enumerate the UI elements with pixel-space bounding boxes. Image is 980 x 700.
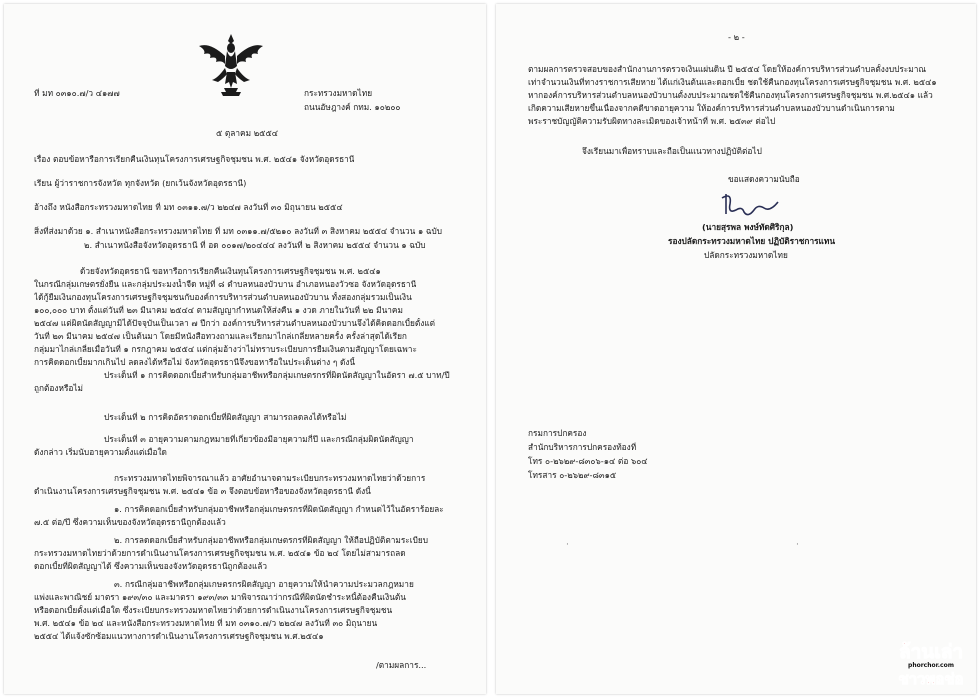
body-line: ดอกเบี้ยที่ผิดสัญญาได้ ซึ่งความเห็นของจังหวัดอุดรธานีถูกต้องแล้ว [34,561,268,571]
ministry-address: ถนนอัษฎางค์ กทม. ๑๐๒๐๐ [304,102,401,112]
phone-number: โทร ๐-๒๖๒๙-๘๓๐๖-๑๔ ต่อ ๖๐๔ [528,456,648,466]
watermark-top-text: ล้านเล่า [898,641,964,663]
body-line: ตามผลการตรวจสอบของสำนักงานการตรวจเงินแผ่นดิน ปี ๒๕๕๔ โดยให้องค์การบริหารส่วนตำบลตั้งงบประมาณ [528,64,927,74]
enclosure-line-1: สิ่งที่ส่งมาด้วย ๑. สำเนาหนังสือกระทรวงมหาดไทย ที่ มท ๐๓๑๑.๗/๕๒๑๐ ลงวันที่ ๓ สิงหาคม ๒๕๕๔ จำนวน ๑ ฉบับ [34,226,443,236]
garuda-emblem-icon [196,32,266,98]
watermark-bottom-text: ชาวพอช่อ [898,670,964,688]
body-line: ๑๐๐,๐๐๐ บาท ตั้งแต่วันที่ ๒๓ มีนาคม ๒๕๔๔ ตามสัญญากำหนดให้ส่งคืน ๑ งวด ภายในวันที่ ๒๒ มีนาคม [34,305,403,315]
ministry-name: กระทรวงมหาดไทย [304,88,373,98]
watermark-site-text: phorchor.com [908,662,954,669]
scan-mark: · [796,540,801,550]
body-line: ๓. กรณีกลุ่มอาชีพหรือกลุ่มเกษตรกรผิดสัญญา อายุความให้นำความประมวลกฎหมาย [114,579,414,589]
fax-number: โทรสาร ๐-๒๖๒๙-๘๓๑๕ [528,470,617,480]
body-line: เกิดความเสียหายขึ้นเนื่องจากคดีขาดอายุความ ให้องค์การบริหารส่วนตำบลหนองบัวบานดำเนินการตาม [528,103,895,113]
closing-regards: ขอแสดงความนับถือ [728,174,800,184]
page-number: - ๒ - [728,32,745,42]
body-line: ได้กู้ยืมเงินกองทุนโครงการเศรษฐกิจชุมชนกับองค์การบริหารส่วนตำบลหนองบัวบาน ทั้งสองกลุ่มรวมเป็นเงิน [34,292,412,302]
body-line: ดังกล่าว เริ่มนับอายุความตั้งแต่เมื่อใด [34,447,167,457]
body-line: ๗.๕ ต่อ/ปี ซึ่งความเห็นของจังหวัดอุดรธานีถูกต้องแล้ว [34,517,226,527]
body-line: ประเด็นที่ ๑ การคิดดอกเบี้ยสำหรับกลุ่มอาชีพหรือกลุ่มเกษตรกรที่ผิดนัดสัญญาในอัตรา ๗.๕ บาท/ปี [104,370,450,380]
office-name: สำนักบริหารการปกครองท้องที่ [528,442,637,452]
body-line: วันที่ ๒๓ มีนาคม ๒๕๔๗ เป็นต้นมา โดยมีหนังสือทวงถามและเรียกมาไกล่เกลี่ยหลายครั้ง ครั้งล่าสุดได้เรียก [34,331,407,341]
signature-mark [718,188,788,222]
body-line: ๒๕๔๗ แต่ผิดนัดสัญญามิได้ปัจจุบันเป็นเวลา ๗ ปีกว่า องค์การบริหารส่วนตำบลหนองบัวบานจึงได้คิดดอกเบี้ยตั้งแต่ [34,318,436,328]
recipient-line: เรียน ผู้ว่าราชการจังหวัด ทุกจังหวัด (ยกเว้นจังหวัดอุดรธานี) [34,178,247,188]
signer-position: รองปลัดกระทรวงมหาดไทย ปฏิบัติราชการแทน [668,236,836,246]
body-line: ประเด็นที่ ๓ อายุความตามกฎหมายที่เกี่ยวข้องมีอายุความกี่ปี และกรณีกลุ่มผิดนัดสัญญา [104,434,414,444]
watermark-logo [888,642,974,694]
scan-mark: · [566,540,571,550]
body-line: ในกรณีกลุ่มเกษตรยั่งยืน และกลุ่มประมงน้ำจืด หมู่ที่ ๘ ตำบลหนองบัวบาน อำเภอหนองวัวซอ จังหวัดอุดรธานี [34,279,417,289]
body-line: พ.ศ. ๒๕๔๑ ข้อ ๒๔ และหนังสือกระทรวงมหาดไทย ที่ มท ๐๓๑๐.๗/ว ๒๒๔๗ ลงวันที่ ๓๐ มิถุนายน [34,618,378,628]
body-line: ด้วยจังหวัดอุดรธานี ขอหารือการเรียกคืนเงินทุนโครงการเศรษฐกิจชุมชน พ.ศ. ๒๕๔๑ [80,266,381,276]
body-line: ๒๕๕๔ ได้แจ้งซักซ้อมแนวทางการดำเนินงานโครงการเศรษฐกิจชุมชน พ.ศ.๒๕๔๑ [34,631,324,641]
body-line: กลุ่มมาไกล่เกลี่ยเมื่อวันที่ ๑ กรกฎาคม ๒๕๕๔ แต่กลุ่มอ้างว่าไม่ทราบระเบียบการยืมเงินตามสัญญาโดยเฉพาะ [34,344,417,354]
body-line: การคิดดอกเบี้ยมากเกินไป ลดลงได้หรือไม่ จังหวัดอุดรธานีจึงขอหารือในประเด็นต่าง ๆ ดังนี้ [34,357,356,367]
body-line: ประเด็นที่ ๒ การคิดอัตราดอกเบี้ยที่ผิดสัญญา สามารถลดลงได้หรือไม่ [104,412,347,422]
body-line: หากองค์การบริหารส่วนตำบลหนองบัวบานตั้งงบประมาณชดใช้คืนกองทุนโครงการเศรษฐกิจชุมชน พ.ศ.๒๕๔๑ แล้ว [528,90,933,100]
reference-line: อ้างถึง หนังสือกระทรวงมหาดไทย ที่ มท ๐๓๑๑.๗/ว ๒๒๔๗ ลงวันที่ ๓๐ มิถุนายน ๒๕๕๔ [34,202,343,212]
closing-request: จึงเรียนมาเพื่อทราบและถือเป็นแนวทางปฏิบัติต่อไป [582,146,762,156]
signer-name: (นายสุรพล พงษ์ทัดศิริกุล) [702,222,794,232]
body-line: ๒. การลดดอกเบี้ยสำหรับกลุ่มอาชีพหรือกลุ่มเกษตรกรที่ผิดสัญญา ให้ถือปฏิบัติตามระเบียบ [114,535,428,545]
document-date: ๕ ตุลาคม ๒๕๕๔ [216,128,279,138]
department-name: กรมการปกครอง [528,428,587,438]
body-line: แพ่งและพาณิชย์ มาตรา ๑๙๓/๓๐ และมาตรา ๑๙๓/๓๓ มาพิจารณาว่ากรณีที่ผิดนัดชำระหนี้ต้องคืนเงินต้น [34,592,406,602]
body-line: ๑. การคิดดอกเบี้ยสำหรับกลุ่มอาชีพหรือกลุ่มเกษตรกรที่ผิดนัดสัญญา กำหนดไว้ในอัตราร้อยละ [114,504,444,514]
subject-line: เรื่อง ตอบข้อหารือการเรียกคืนเงินทุนโครงการเศรษฐกิจชุมชน พ.ศ. ๒๕๔๑ จังหวัดอุดรธานี [34,154,355,164]
body-line: กระทรวงมหาดไทยว่าด้วยการดำเนินงานโครงการเศรษฐกิจชุมชน พ.ศ. ๒๕๔๑ ข้อ ๒๔ โดยไม่สามารถลด [34,548,406,558]
body-line: ถูกต้องหรือไม่ [34,383,84,393]
document-page-2 [496,4,976,694]
enclosure-line-2: ๒. สำเนาหนังสือจังหวัดอุดรธานี ที่ อด ๐๐๑๗/๒๐๔๔๔ ลงวันที่ ๒ สิงหาคม ๒๕๕๔ จำนวน ๑ ฉบับ [84,240,426,250]
document-number: ที่ มท ๐๓๑๐.๗/ว ๔๑๗๗ [34,88,120,98]
continue-mark: /ตามผลการ... [376,660,427,670]
signer-title: ปลัดกระทรวงมหาดไทย [704,250,788,260]
body-line: พระราชบัญญัติความรับผิดทางละเมิดของเจ้าหน้าที่ พ.ศ. ๒๕๓๙ ต่อไป [528,116,776,126]
body-line: กระทรวงมหาดไทยพิจารณาแล้ว อาศัยอำนาจตามระเบียบกระทรวงมหาดไทยว่าด้วยการ [114,473,426,483]
body-line: หรือดอกเบี้ยตั้งแต่เมื่อใด ซึ่งระเบียบกระทรวงมหาดไทยว่าด้วยการดำเนินงานโครงการเศรษฐกิจชุมชน [34,605,393,615]
body-line: ดำเนินงานโครงการเศรษฐกิจชุมชน พ.ศ. ๒๕๔๑ ข้อ ๓ จึงตอบข้อหารือของจังหวัดอุดรธานี ดังนี้ [34,486,371,496]
body-line: เท่าจำนวนเงินที่ทางราชการเสียหาย ได้แก่เงินต้นและดอกเบี้ย ชดใช้คืนกองทุนโครงการเศรษฐกิจชุมชน พ.ศ. ๒๕๔๑ [528,77,937,87]
document-page-1 [4,4,486,694]
